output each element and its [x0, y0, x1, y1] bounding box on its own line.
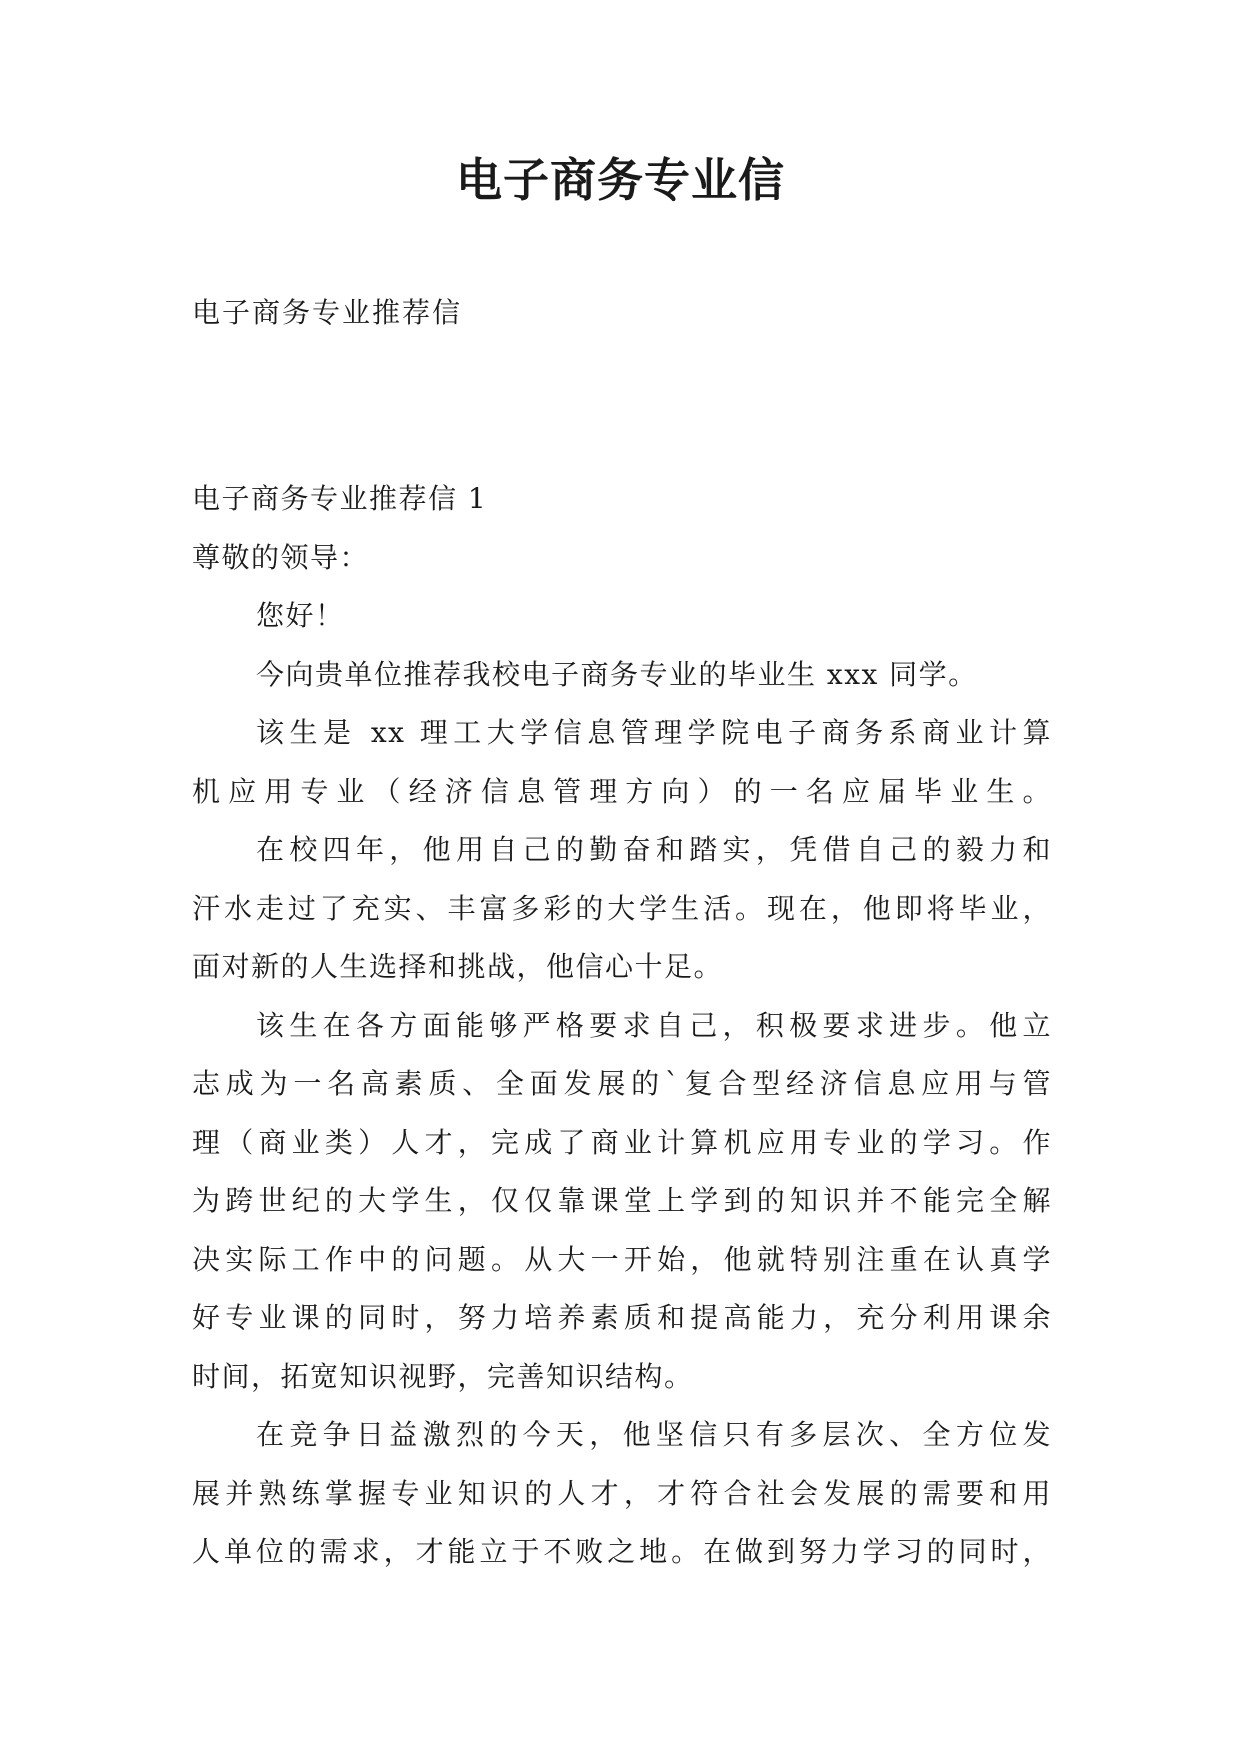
body-line: 为跨世纪的大学生，仅仅靠课堂上学到的知识并不能完全解: [192, 1184, 1052, 1217]
body-line: 好专业课的同时，努力培养素质和提高能力，充分利用课余: [192, 1301, 1052, 1334]
body-line: 该生是 xx 理工大学信息管理学院电子商务系商业计算: [256, 716, 1052, 749]
body-line: 志成为一名高素质、全面发展的`复合型经济信息应用与管: [192, 1067, 1052, 1100]
body-line: 展并熟练掌握专业知识的人才，才符合社会发展的需要和用: [192, 1476, 1052, 1510]
document-subtitle: 电子商务专业推荐信: [192, 296, 463, 329]
body-line: 面对新的人生选择和挑战，他信心十足。: [192, 950, 724, 983]
body-line: 理（商业类）人才，完成了商业计算机应用专业的学习。作: [192, 1125, 1052, 1159]
body-line: 人单位的需求，才能立于不败之地。在做到努力学习的同时，: [192, 1535, 1052, 1568]
letter-heading: 电子商务专业推荐信 1: [192, 482, 488, 515]
greeting: 您好！: [256, 599, 345, 632]
body-line: 决实际工作中的问题。从大一开始，他就特别注重在认真学: [192, 1242, 1052, 1276]
document-title: 电子商务专业信: [456, 153, 785, 207]
salutation: 尊敬的领导：: [192, 540, 370, 574]
body-line: 该生在各方面能够严格要求自己，积极要求进步。他立: [256, 1008, 1052, 1042]
letter-body: [192, 470, 1052, 1582]
body-line: 今向贵单位推荐我校电子商务专业的毕业生 xxx 同学。: [256, 657, 978, 691]
body-line: 机应用专业（经济信息管理方向）的一名应届毕业生。: [192, 774, 1052, 808]
body-line: 在竞争日益激烈的今天，他坚信只有多层次、全方位发: [256, 1418, 1052, 1451]
body-line: 在校四年，他用自己的勤奋和踏实，凭借自己的毅力和: [256, 833, 1052, 866]
body-line: 时间，拓宽知识视野，完善知识结构。: [192, 1359, 694, 1393]
body-line: 汗水走过了充实、丰富多彩的大学生活。现在，他即将毕业，: [192, 891, 1052, 925]
